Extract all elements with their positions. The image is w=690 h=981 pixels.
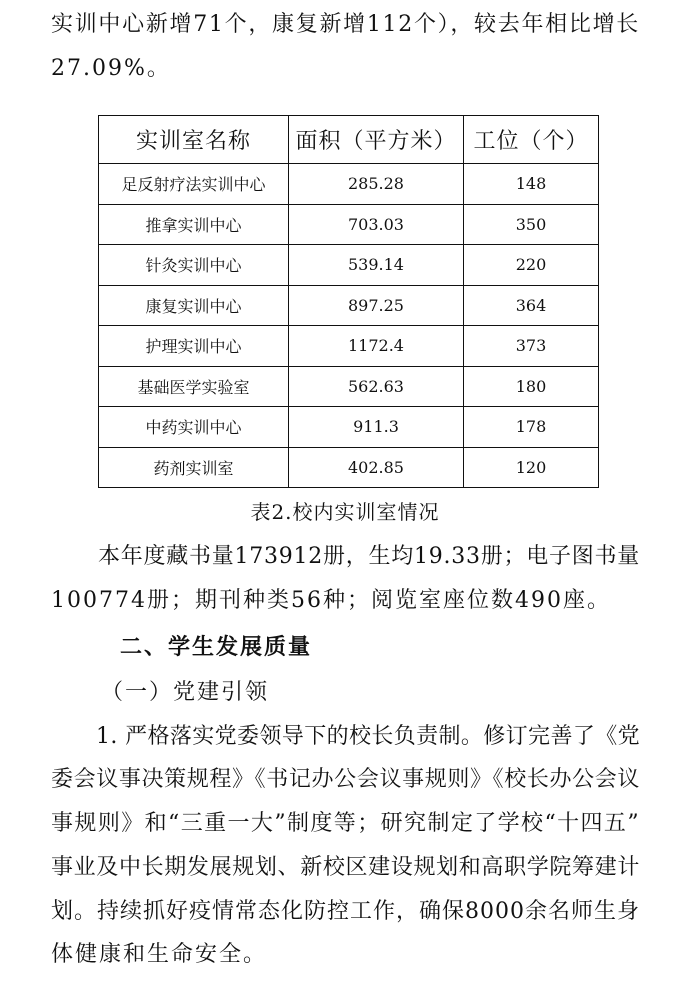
table-row: [99, 366, 599, 407]
paragraph-line-5: 划。持续抓好疫情常态化防控工作，确保8000余名师生身: [51, 899, 640, 924]
cell-workstations: 180: [464, 366, 599, 407]
cell-area: 539.14: [289, 245, 464, 286]
cell-area: 562.63: [289, 366, 464, 407]
cell-area: 703.03: [289, 204, 464, 245]
cell-workstations: 373: [464, 326, 599, 367]
table-row: [99, 245, 599, 286]
intro-line-1: 实训中心新增71个，康复新增112个），较去年相比增长: [51, 12, 640, 37]
cell-room-name: 推拿实训中心: [99, 204, 289, 245]
paragraph-line-4: 事业及中长期发展规划、新校区建设规划和高职学院筹建计: [51, 855, 641, 880]
cell-room-name: 护理实训中心: [99, 326, 289, 367]
cell-area: 897.25: [289, 285, 464, 326]
cell-area: 285.28: [289, 164, 464, 205]
cell-workstations: 220: [464, 245, 599, 286]
training-rooms-table: [98, 115, 598, 488]
cell-workstations: 364: [464, 285, 599, 326]
cell-room-name: 针灸实训中心: [99, 245, 289, 286]
table-row: [99, 164, 599, 205]
paragraph-line-1: 1. 严格落实党委领导下的校长负责制。修订完善了《党: [96, 724, 640, 749]
cell-room-name: 康复实训中心: [99, 285, 289, 326]
library-line-2: 100774册；期刊种类56种；阅览室座位数490座。: [51, 588, 611, 613]
header-workstations: 工位（个）: [464, 116, 599, 164]
cell-workstations: 120: [464, 447, 599, 488]
table-row: [99, 285, 599, 326]
table-row: [99, 204, 599, 245]
cell-workstations: 350: [464, 204, 599, 245]
section-subheading: （一）党建引领: [101, 680, 270, 705]
cell-workstations: 178: [464, 407, 599, 448]
section-heading: 二、学生发展质量: [120, 635, 313, 660]
cell-room-name: 足反射疗法实训中心: [99, 164, 289, 205]
intro-line-2: 27.09%。: [51, 56, 171, 81]
cell-room-name: 药剂实训室: [99, 447, 289, 488]
table-row: [99, 326, 599, 367]
header-area: 面积（平方米）: [289, 116, 464, 164]
library-line-1: 本年度藏书量173912册，生均19.33册；电子图书量: [98, 544, 640, 569]
paragraph-line-6: 体健康和生命安全。: [51, 942, 268, 967]
table-header-row: [99, 116, 599, 164]
table-row: [99, 407, 599, 448]
cell-room-name: 中药实训中心: [99, 407, 289, 448]
paragraph-line-3: 事规则》和“三重一大”制度等；研究制定了学校“十四五”: [51, 811, 640, 836]
paragraph-line-2: 委会议事决策规程》《书记办公会议事规则》《校长办公会议: [51, 767, 641, 792]
table-row: [99, 447, 599, 488]
table-caption: 表2.校内实训室情况: [250, 500, 440, 524]
cell-area: 1172.4: [289, 326, 464, 367]
cell-room-name: 基础医学实验室: [99, 366, 289, 407]
cell-workstations: 148: [464, 164, 599, 205]
cell-area: 402.85: [289, 447, 464, 488]
cell-area: 911.3: [289, 407, 464, 448]
header-room-name: 实训室名称: [99, 116, 289, 164]
